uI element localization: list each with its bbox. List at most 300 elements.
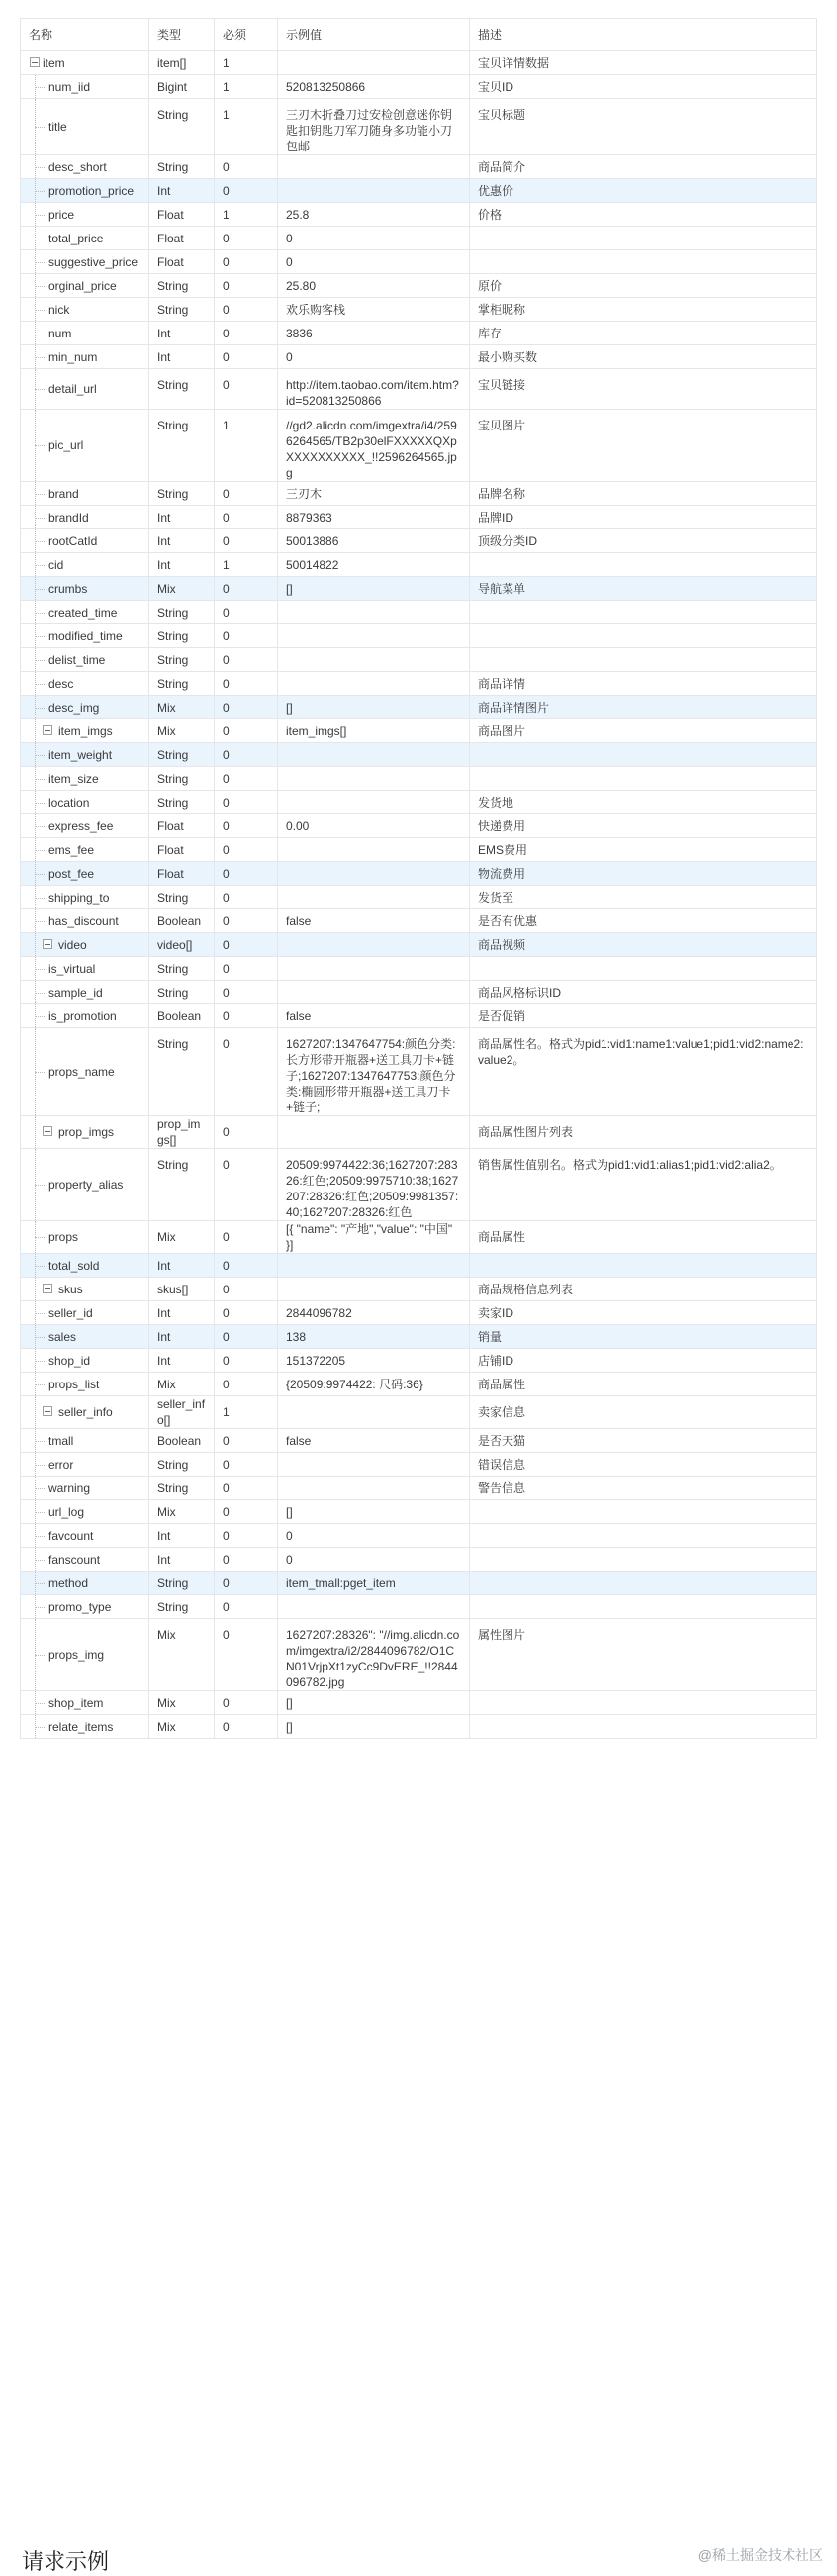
cell-type: String [149, 624, 215, 648]
cell-example: [] [278, 1715, 470, 1739]
table-row [21, 909, 817, 933]
cell-example: 1627207:1347647754:颜色分类:长方形带开瓶器+送工具刀卡+链子;1627207:1347647753:颜色分类:椭圆形带开瓶器+送工具刀卡+链子; [278, 1028, 470, 1116]
cell-type: Mix [149, 1619, 215, 1691]
cell-name [21, 1325, 149, 1349]
cell-description: 宝贝标题 [470, 99, 817, 155]
cell-type: Int [149, 1325, 215, 1349]
field-name: ems_fee [48, 842, 95, 857]
cell-type: Float [149, 814, 215, 838]
cell-description: 商品详情 [470, 672, 817, 696]
cell-required: 0 [215, 1500, 278, 1524]
cell-type: String [149, 672, 215, 696]
cell-required: 0 [215, 1149, 278, 1221]
cell-required: 0 [215, 838, 278, 862]
cell-type: Bigint [149, 75, 215, 99]
cell-required: 0 [215, 1595, 278, 1619]
cell-name [21, 1149, 149, 1221]
cell-required: 0 [215, 933, 278, 957]
cell-description: 商品属性名。格式为pid1:vid1:name1:value1;pid1:vid2:name2:value2。 [470, 1028, 817, 1116]
cell-type: Int [149, 529, 215, 553]
cell-example: [] [278, 577, 470, 601]
cell-type: String [149, 886, 215, 909]
cell-name [21, 410, 149, 482]
field-name: title [48, 120, 67, 134]
cell-description [470, 227, 817, 250]
field-name: desc_short [48, 159, 107, 174]
field-name: item_size [48, 771, 99, 786]
cell-type: Boolean [149, 909, 215, 933]
table-row [21, 672, 817, 696]
cell-type: String [149, 482, 215, 506]
cell-name [21, 743, 149, 767]
cell-required: 0 [215, 155, 278, 179]
cell-example [278, 179, 470, 203]
cell-example: {20509:9974422: 尺码:36} [278, 1373, 470, 1396]
field-name: rootCatId [48, 533, 98, 548]
cell-description: 掌柜昵称 [470, 298, 817, 322]
cell-description: 品牌名称 [470, 482, 817, 506]
cell-description: 商品属性 [470, 1373, 817, 1396]
cell-name [21, 1619, 149, 1691]
field-name: video [58, 937, 87, 952]
cell-name [21, 51, 149, 75]
cell-description [470, 743, 817, 767]
cell-description: 商品风格标识ID [470, 981, 817, 1004]
field-name: props_img [48, 1648, 105, 1662]
cell-required: 0 [215, 743, 278, 767]
field-name: has_discount [48, 913, 119, 928]
cell-required: 0 [215, 886, 278, 909]
field-name: warning [48, 1480, 91, 1495]
field-name: props [48, 1230, 79, 1244]
cell-type: Float [149, 862, 215, 886]
cell-example [278, 791, 470, 814]
cell-name [21, 719, 149, 743]
field-name: fanscount [48, 1552, 101, 1567]
field-name: item_imgs [58, 723, 113, 738]
cell-required: 0 [215, 909, 278, 933]
cell-type: Int [149, 1301, 215, 1325]
table-row [21, 1278, 817, 1301]
table-row [21, 767, 817, 791]
field-name: item_weight [48, 747, 113, 762]
field-name: relate_items [48, 1719, 114, 1734]
cell-name [21, 1301, 149, 1325]
table-row [21, 529, 817, 553]
cell-example: 25.80 [278, 274, 470, 298]
cell-required: 0 [215, 1254, 278, 1278]
api-response-table [20, 18, 817, 1739]
cell-description: 警告信息 [470, 1477, 817, 1500]
table-row [21, 553, 817, 577]
field-name: item [43, 55, 65, 70]
cell-type: String [149, 1477, 215, 1500]
cell-example [278, 743, 470, 767]
field-name: pic_url [48, 438, 84, 452]
table-row [21, 601, 817, 624]
field-name: desc_img [48, 700, 100, 715]
table-header-row [21, 19, 817, 51]
cell-description [470, 648, 817, 672]
cell-description: 商品简介 [470, 155, 817, 179]
cell-description: 最小购买数 [470, 345, 817, 369]
cell-type: Mix [149, 1373, 215, 1396]
cell-type: Mix [149, 1715, 215, 1739]
table-row [21, 482, 817, 506]
table-row [21, 1715, 817, 1739]
cell-description: 商品属性图片列表 [470, 1116, 817, 1149]
cell-name [21, 933, 149, 957]
cell-name [21, 696, 149, 719]
cell-required: 0 [215, 1116, 278, 1149]
cell-description: 卖家信息 [470, 1396, 817, 1429]
cell-description [470, 767, 817, 791]
cell-description: 卖家ID [470, 1301, 817, 1325]
cell-description: 原价 [470, 274, 817, 298]
cell-name [21, 529, 149, 553]
cell-example: 25.8 [278, 203, 470, 227]
cell-example: 50014822 [278, 553, 470, 577]
cell-type: String [149, 410, 215, 482]
field-name: detail_url [48, 382, 97, 396]
table-row [21, 298, 817, 322]
table-row [21, 203, 817, 227]
field-name: method [48, 1575, 89, 1590]
cell-example [278, 1116, 470, 1149]
cell-example: 151372205 [278, 1349, 470, 1373]
cell-required: 1 [215, 99, 278, 155]
table-row [21, 51, 817, 75]
cell-example [278, 51, 470, 75]
cell-example [278, 767, 470, 791]
cell-example [278, 862, 470, 886]
cell-type: Int [149, 1349, 215, 1373]
cell-example: false [278, 1429, 470, 1453]
field-name: suggestive_price [48, 254, 139, 269]
field-name: num_iid [48, 79, 91, 94]
cell-example: 0 [278, 345, 470, 369]
cell-required: 0 [215, 624, 278, 648]
cell-description: 店铺ID [470, 1349, 817, 1373]
cell-type: String [149, 155, 215, 179]
cell-type: Float [149, 838, 215, 862]
request-example-heading: 请求示例 [22, 2549, 110, 2574]
cell-example: false [278, 1004, 470, 1028]
cell-example [278, 1396, 470, 1429]
field-name: sample_id [48, 985, 103, 1000]
cell-example: 3836 [278, 322, 470, 345]
cell-name [21, 981, 149, 1004]
cell-type: Int [149, 1254, 215, 1278]
cell-required: 0 [215, 1028, 278, 1116]
cell-example: item_tmall:pget_item [278, 1572, 470, 1595]
table-row [21, 886, 817, 909]
cell-required: 0 [215, 369, 278, 410]
cell-type: Int [149, 345, 215, 369]
cell-name [21, 838, 149, 862]
cell-required: 0 [215, 1325, 278, 1349]
cell-description: 是否天猫 [470, 1429, 817, 1453]
cell-description: 宝贝图片 [470, 410, 817, 482]
cell-required: 0 [215, 1453, 278, 1477]
cell-description: 商品规格信息列表 [470, 1278, 817, 1301]
cell-required: 0 [215, 696, 278, 719]
cell-example: 8879363 [278, 506, 470, 529]
cell-description: 销量 [470, 1325, 817, 1349]
cell-required: 0 [215, 1691, 278, 1715]
cell-required: 0 [215, 767, 278, 791]
cell-required: 0 [215, 1278, 278, 1301]
cell-example: 520813250866 [278, 75, 470, 99]
cell-name [21, 624, 149, 648]
cell-required: 0 [215, 648, 278, 672]
cell-description: 商品详情图片 [470, 696, 817, 719]
table-row [21, 1453, 817, 1477]
cell-description: 发货至 [470, 886, 817, 909]
cell-name [21, 345, 149, 369]
cell-name [21, 1595, 149, 1619]
cell-type: Mix [149, 1500, 215, 1524]
table-row [21, 1572, 817, 1595]
cell-description [470, 957, 817, 981]
cell-name [21, 1221, 149, 1254]
table-row [21, 369, 817, 410]
cell-required: 1 [215, 203, 278, 227]
field-name: brand [48, 486, 79, 501]
field-name: modified_time [48, 628, 123, 643]
cell-type: Mix [149, 696, 215, 719]
cell-required: 0 [215, 1429, 278, 1453]
cell-type: Int [149, 506, 215, 529]
cell-required: 0 [215, 1548, 278, 1572]
cell-example: 138 [278, 1325, 470, 1349]
cell-type: Mix [149, 719, 215, 743]
field-name: orginal_price [48, 278, 117, 293]
table-row [21, 1548, 817, 1572]
cell-required: 1 [215, 410, 278, 482]
cell-required: 0 [215, 298, 278, 322]
cell-description [470, 1548, 817, 1572]
cell-required: 1 [215, 51, 278, 75]
cell-type: skus[] [149, 1278, 215, 1301]
cell-description: 优惠价 [470, 179, 817, 203]
cell-name [21, 1429, 149, 1453]
cell-description: 导航菜单 [470, 577, 817, 601]
table-row [21, 227, 817, 250]
table-row [21, 410, 817, 482]
cell-type: prop_imgs[] [149, 1116, 215, 1149]
table-row [21, 99, 817, 155]
cell-description: 错误信息 [470, 1453, 817, 1477]
field-name: num [48, 326, 72, 340]
cell-description: 物流费用 [470, 862, 817, 886]
cell-example [278, 155, 470, 179]
table-row [21, 1325, 817, 1349]
cell-required: 0 [215, 1524, 278, 1548]
table-row [21, 322, 817, 345]
cell-name [21, 791, 149, 814]
cell-required: 0 [215, 250, 278, 274]
cell-name [21, 322, 149, 345]
cell-example: false [278, 909, 470, 933]
cell-required: 0 [215, 1619, 278, 1691]
cell-type: Boolean [149, 1429, 215, 1453]
table-row [21, 506, 817, 529]
cell-required: 0 [215, 1373, 278, 1396]
table-row [21, 1349, 817, 1373]
table-row [21, 1254, 817, 1278]
field-name: post_fee [48, 866, 95, 881]
field-name: promotion_price [48, 183, 135, 198]
field-name: brandId [48, 510, 89, 525]
cell-name [21, 957, 149, 981]
field-name: seller_info [58, 1405, 113, 1419]
field-name: crumbs [48, 581, 88, 596]
cell-description [470, 1572, 817, 1595]
cell-type: item[] [149, 51, 215, 75]
cell-example: 欢乐购客栈 [278, 298, 470, 322]
table-row [21, 1373, 817, 1396]
cell-required: 0 [215, 1349, 278, 1373]
cell-description: 宝贝详情数据 [470, 51, 817, 75]
cell-name [21, 369, 149, 410]
field-name: sales [48, 1329, 77, 1344]
cell-name [21, 1349, 149, 1373]
cell-required: 1 [215, 1396, 278, 1429]
field-name: error [48, 1457, 74, 1472]
cell-example: [] [278, 1691, 470, 1715]
cell-type: Mix [149, 1691, 215, 1715]
cell-name [21, 482, 149, 506]
cell-name [21, 1373, 149, 1396]
cell-name [21, 601, 149, 624]
table-row [21, 743, 817, 767]
field-name: props_name [48, 1065, 115, 1079]
cell-type: String [149, 1572, 215, 1595]
cell-type: Float [149, 227, 215, 250]
field-name: desc [48, 676, 74, 691]
header-type: 类型 [149, 19, 215, 51]
cell-example [278, 1254, 470, 1278]
cell-name [21, 75, 149, 99]
cell-example [278, 1477, 470, 1500]
field-name: favcount [48, 1528, 94, 1543]
cell-example [278, 1453, 470, 1477]
cell-required: 0 [215, 506, 278, 529]
cell-example: //gd2.alicdn.com/imgextra/i4/2596264565/TB2p30elFXXXXXQXpXXXXXXXXXX_!!2596264565.jpg [278, 410, 470, 482]
cell-name [21, 767, 149, 791]
table-row [21, 696, 817, 719]
field-name: location [48, 795, 90, 810]
table-row [21, 345, 817, 369]
cell-type: Int [149, 1548, 215, 1572]
cell-example [278, 601, 470, 624]
cell-example: 2844096782 [278, 1301, 470, 1325]
cell-description [470, 553, 817, 577]
cell-type: seller_info[] [149, 1396, 215, 1429]
cell-required: 1 [215, 75, 278, 99]
cell-description [470, 250, 817, 274]
cell-required: 0 [215, 529, 278, 553]
cell-required: 0 [215, 179, 278, 203]
cell-name [21, 1453, 149, 1477]
table-row [21, 75, 817, 99]
cell-type: String [149, 648, 215, 672]
cell-description: 商品视频 [470, 933, 817, 957]
cell-name [21, 1524, 149, 1548]
field-name: total_price [48, 231, 104, 245]
cell-required: 0 [215, 1572, 278, 1595]
field-name: price [48, 207, 75, 222]
cell-required: 0 [215, 862, 278, 886]
cell-example: item_imgs[] [278, 719, 470, 743]
field-name: shipping_to [48, 890, 110, 905]
cell-type: String [149, 791, 215, 814]
cell-example [278, 624, 470, 648]
cell-description: 商品属性 [470, 1221, 817, 1254]
cell-name [21, 672, 149, 696]
field-name: prop_imgs [58, 1125, 115, 1139]
cell-required: 0 [215, 719, 278, 743]
cell-name [21, 814, 149, 838]
cell-description: 属性图片 [470, 1619, 817, 1691]
cell-description: 是否促销 [470, 1004, 817, 1028]
field-name: shop_item [48, 1695, 104, 1710]
cell-description: 宝贝ID [470, 75, 817, 99]
field-name: total_sold [48, 1258, 100, 1273]
table-row [21, 155, 817, 179]
cell-type: Boolean [149, 1004, 215, 1028]
table-row [21, 1396, 817, 1429]
cell-name [21, 1548, 149, 1572]
cell-example [278, 1278, 470, 1301]
field-name: cid [48, 557, 64, 572]
cell-name [21, 298, 149, 322]
cell-example [278, 957, 470, 981]
cell-name [21, 155, 149, 179]
field-name: props_list [48, 1377, 100, 1391]
header-example: 示例值 [278, 19, 470, 51]
cell-type: String [149, 767, 215, 791]
field-name: nick [48, 302, 70, 317]
cell-example: [{ "name": "产地","value": "中国" }] [278, 1221, 470, 1254]
cell-type: String [149, 99, 215, 155]
cell-description: 商品图片 [470, 719, 817, 743]
cell-name [21, 1254, 149, 1278]
field-name: url_log [48, 1504, 85, 1519]
table-row [21, 274, 817, 298]
cell-description: 是否有优惠 [470, 909, 817, 933]
cell-example [278, 672, 470, 696]
table-row [21, 1524, 817, 1548]
cell-description [470, 1595, 817, 1619]
field-name: created_time [48, 605, 118, 620]
cell-type: String [149, 1028, 215, 1116]
cell-required: 1 [215, 553, 278, 577]
cell-example: 20509:9974422:36;1627207:28326:红色;20509:9975710:38;1627207:28326:红色;20509:9981357:40;1627207:28326:红色 [278, 1149, 470, 1221]
cell-required: 0 [215, 345, 278, 369]
table-row [21, 838, 817, 862]
cell-example: 0 [278, 250, 470, 274]
field-name: min_num [48, 349, 98, 364]
cell-description: 顶级分类ID [470, 529, 817, 553]
field-name: is_promotion [48, 1008, 117, 1023]
cell-example: 三刃木折叠刀过安检创意迷你钥匙扣钥匙刀军刀随身多功能小刀包邮 [278, 99, 470, 155]
table-row [21, 719, 817, 743]
cell-name [21, 577, 149, 601]
field-name: seller_id [48, 1305, 93, 1320]
header-description: 描述 [470, 19, 817, 51]
